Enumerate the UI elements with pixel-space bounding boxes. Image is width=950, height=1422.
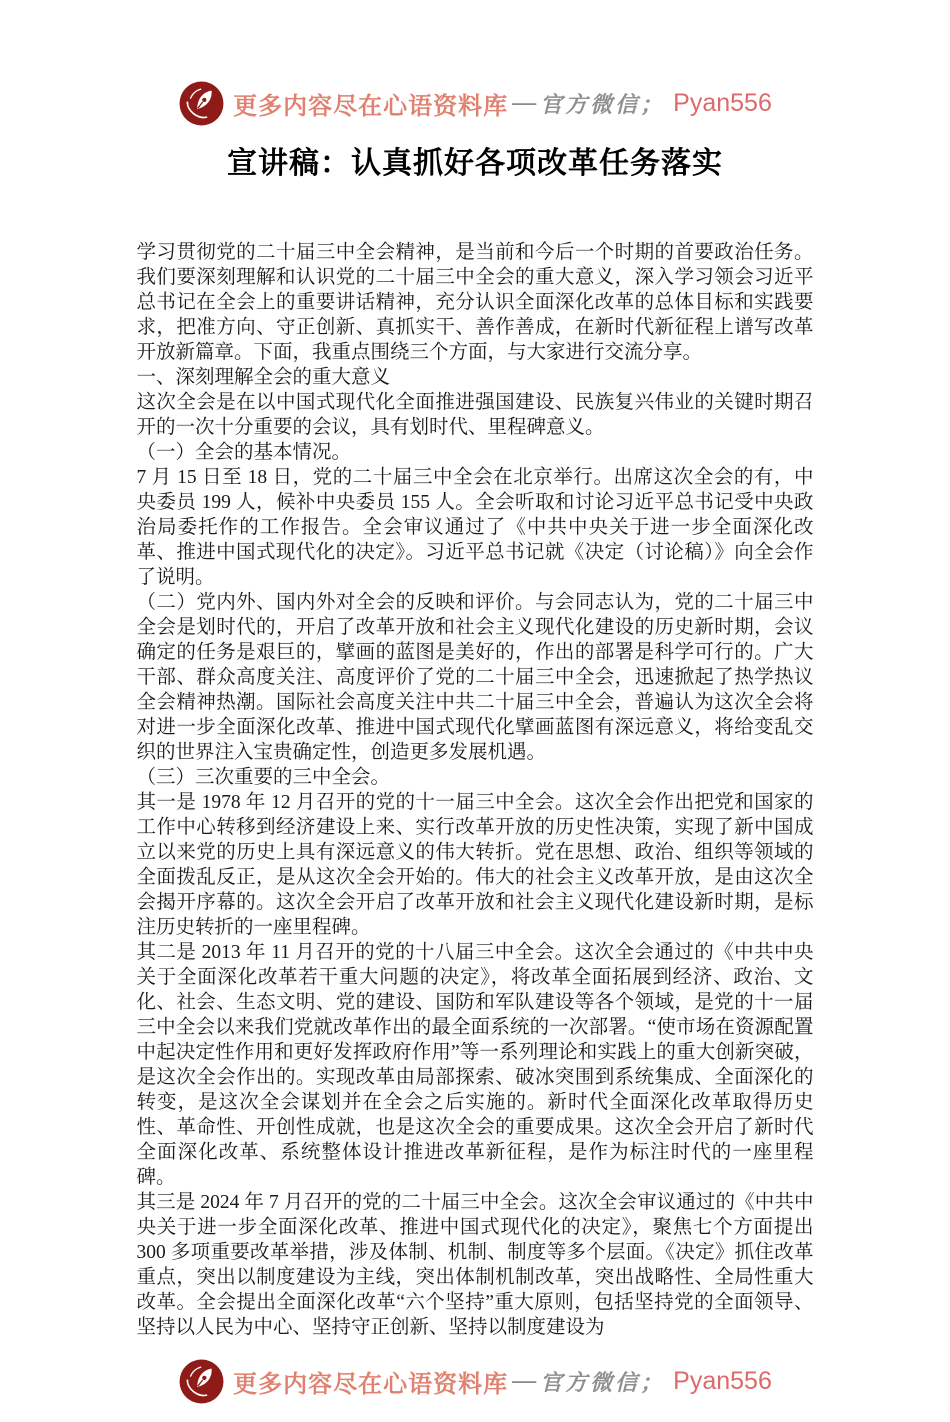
watermark-wechat-account: Pyan556 — [673, 88, 772, 117]
paragraph-reactions: （二）党内外、国内外对全会的反映和评价。与会同志认为，党的二十届三中全会是划时代的，开启了改革开放和社会主义现代化建设的历史新时期，会议确定的任务是艰巨的，擘画的蓝图是美好的，作出的部署是科学可行的。广大干部、群众高度关注、高度评价了党的二十届三中全会，迅速掀起了热学热议全会精神热潮。国际社会高度关注中共二十届三中全会，普遍认为这次全会将对进一步全面深化改革、推进中国式现代化擘画蓝图有深远意义，将给变乱交织的世界注入宝贵确定性，创造更多发展机遇。 — [136, 592, 814, 763]
subsection-heading-basic-situation: （一）全会的基本情况。 — [136, 442, 352, 463]
pen-nib-circle-icon — [178, 1358, 225, 1405]
paragraph-basic-situation: 7 月 15 日至 18 日，党的二十届三中全会在北京举行。出席这次全会的有，中央委员 199 人，候补中央委员 155 人。全会听取和讨论习近平总书记受中央政治局委托作的工作报告。全会审议通过了《中共中央关于进一步全面深化改革、推进中国式现代化的决定》。习近平总书记就《决定（讨论稿）》向全会作了说明。 — [136, 467, 814, 588]
watermark-channel-label: 官方微信； — [540, 1369, 666, 1395]
watermark-dash: — — [512, 1367, 537, 1394]
paragraph-intro: 学习贯彻党的二十届三中全会精神，是当前和今后一个时期的首要政治任务。我们要深刻理解和认识党的二十届三中全会的重大意义，深入学习领会习近平总书记在全会上的重要讲话精神，充分认识全面深化改革的总体目标和实践要求，把准方向、守正创新、真抓实干、善作善成，在新时代新征程上谱写改革开放新篇章。下面，我重点围绕三个方面，与大家进行交流分享。 — [136, 242, 814, 363]
footer-watermark — [0, 1356, 950, 1406]
document-page — [0, 78, 950, 1422]
document-body — [137, 240, 814, 1340]
pen-nib-circle-icon — [178, 80, 225, 127]
header-watermark — [0, 78, 950, 128]
watermark-text: 更多内容尽在心语资料库 — [233, 93, 509, 120]
subsection-heading-three-plenums: （三）三次重要的三中全会。 — [136, 767, 391, 788]
section-heading-1: 一、深刻理解全会的重大意义 — [136, 367, 391, 388]
watermark-channel-label: 官方微信； — [540, 91, 666, 117]
paragraph-plenum-2013: 其二是 2013 年 11 月召开的党的十八届三中全会。这次全会通过的《中共中央关于全面深化改革若干重大问题的决定》，将改革全面拓展到经济、政治、文化、社会、生态文明、党的建设、国防和军队建设等各个领域，是党的十一届三中全会以来我们党就改革作出的最全面系统的一次部署。“使市场在资源配置中起决定性作用和更好发挥政府作用”等一系列理论和实践上的重大创新突破，是这次全会作出的。实现改革由局部探索、破冰突围到系统集成、全面深化的转变，是这次全会谋划并在全会之后实施的。新时代全面深化改革取得历史性、革命性、开创性成就，也是这次全会的重要成果。这次全会开启了新时代全面深化改革、系统整体设计推进改革新征程，是作为标注时代的一座里程碑。 — [136, 942, 814, 1188]
paragraph-significance: 这次全会是在以中国式现代化全面推进强国建设、民族复兴伟业的关键时期召开的一次十分重要的会议，具有划时代、里程碑意义。 — [136, 392, 814, 438]
watermark-text: 更多内容尽在心语资料库 — [233, 1371, 509, 1398]
document-title: 宣讲稿：认真抓好各项改革任务落实 — [227, 147, 723, 180]
paragraph-plenum-2024: 其三是 2024 年 7 月召开的党的二十届三中全会。这次全会审议通过的《中共中央关于进一步全面深化改革、推进中国式现代化的决定》，聚焦七个方面提出 300 多项重要改革举措，涉及体制、机制、制度等多个层面。《决定》抓住改革重点，突出以制度建设为主线，突出体制机制改革，突出战略性、全局性重大改革。全会提出全面深化改革“六个坚持”重大原则，包括坚持党的全面领导、坚持以人民为中心、坚持守正创新、坚持以制度建设为 — [136, 1192, 814, 1338]
paragraph-plenum-1978: 其一是 1978 年 12 月召开的党的十一届三中全会。这次全会作出把党和国家的工作中心转移到经济建设上来、实行改革开放的历史性决策，实现了新中国成立以来党的历史上具有深远意义的伟大转折。党在思想、政治、组织等领域的全面拨乱反正，是从这次全会开始的。伟大的社会主义改革开放，是由这次全会揭开序幕的。这次全会开启了改革开放和社会主义现代化建设新时期，是标注历史转折的一座里程碑。 — [136, 792, 814, 938]
watermark-dash: — — [512, 89, 537, 116]
watermark-wechat-account: Pyan556 — [673, 1366, 772, 1395]
